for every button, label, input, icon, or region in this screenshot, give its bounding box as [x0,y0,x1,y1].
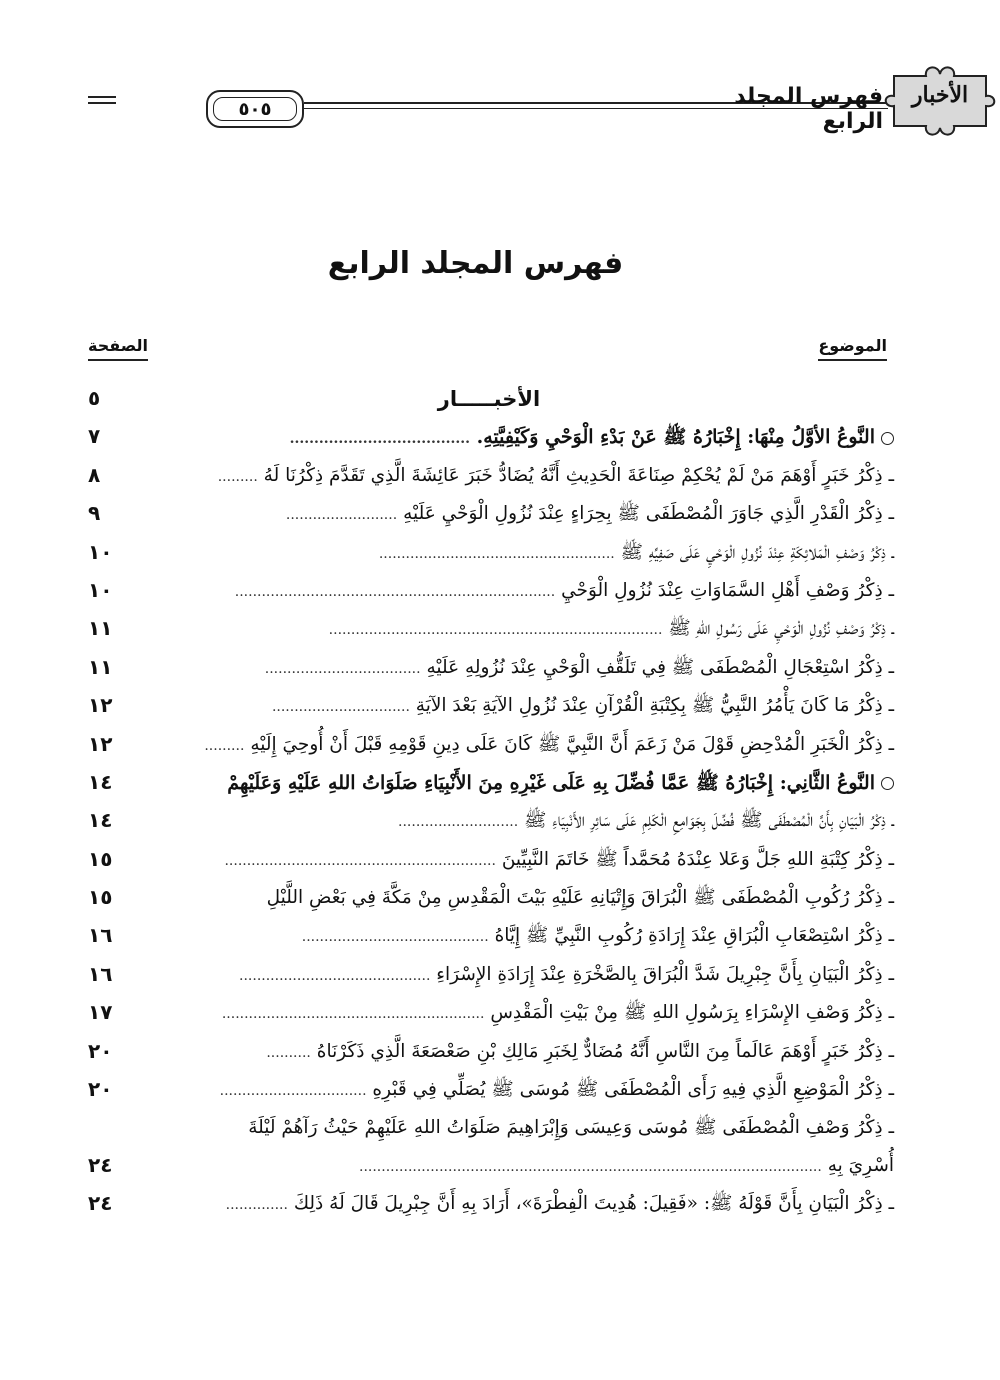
toc-entry [84,994,894,1032]
toc-entry-text-continued: أُسْرِيَ بِهِ ........................................................................................................ [359,1155,894,1177]
toc-entry-text: ـ ذِكْرُ الْبَيَانِ بِأَنَّ قَوْلَهُ ﷺ: «فَقِيلَ: هُدِيتَ الْفِطْرَةَ»، أَرَادَ بِهِ أَنَّ جِبْرِيلَ قَالَ لَهُ ذَلِكَ .............. [225,1193,894,1215]
toc-entry-text: ـ ذِكْرُ اسْتِصْعَابِ الْبُرَاقِ عِنْدَ إِرَادَةِ رُكُوبِ النَّبِيِّ ﷺ إِيَّاهُ .......................................... [301,925,894,947]
toc-entry-text: ـ ذِكْرُ وَصْفِ أَهْلِ السَّمَاوَاتِ عِنْدَ نُزُولِ الْوَحْيِ ........................................................................ [234,579,894,601]
toc-entry-text: ـ ذِكْرُ اسْتِعْجَالِ الْمُصْطَفَى ﷺ فِي تَلَقُّفِ الْوَحْيِ عِنْدَ نُزُولِهِ عَلَيْهِ ................................... [264,656,894,678]
toc-entry-text: ـ ذِكْرُ الْمَوْضِعِ الَّذِي فِيهِ رَأَى الْمُصْطَفَى ﷺ مُوسَى ﷺ يُصَلِّي فِي قَبْرِهِ ................................. [219,1079,894,1101]
toc-entry [84,956,894,994]
toc-page-number: ١٤ [88,769,113,794]
toc-entry-text: ـ ذِكْرُ الْخَبَرِ الْمُدْحِضِ قَوْلَ مَنْ زَعَمَ أَنَّ النَّبِيَّ ﷺ كَانَ عَلَى دِينِ قَوْمِهِ قَبْلَ أَنْ أُوحِيَ إِلَيْهِ ......... [204,733,894,755]
toc-entry [84,1071,894,1109]
toc-page-number: ١٢ [88,731,113,756]
toc-entry-text: ـ ذِكْرُ خَبَرٍ أَوْهَمَ مَنْ لَمْ يُحْكِمْ صِنَاعَةَ الْحَدِيثِ أَنَّهُ يُضَادُّ خَبَرَ عَائِشَةَ الَّذِي تَقَدَّمَ ذِكْرُنَا لَهُ ......... [217,464,894,486]
running-title: فهرس المجلد الرابع [734,84,883,134]
toc-heading-text: الأخبـــــار [437,387,541,411]
toc-page-number: ١٦ [88,961,113,986]
toc-section [84,418,894,456]
circle-bullet-icon [881,777,894,790]
toc-page-number: ٩ [88,501,101,526]
toc-entry [84,726,894,764]
toc-entry [84,802,894,840]
column-header-page: الصفحة [88,336,148,361]
toc-entry [84,649,894,687]
running-header [88,62,969,142]
toc-entry [84,841,894,879]
toc-page-number: ٨ [88,462,101,487]
toc-entry [84,1109,894,1185]
toc-page-number: ٧ [88,424,101,449]
toc-entry [84,1033,894,1071]
header-rule [88,102,116,104]
toc-page-number: ١٢ [88,693,113,718]
toc-page-number: ٢٤ [88,1153,113,1178]
toc-entry-text: ـ ذِكْرُ وَصْفِ الإِسْرَاءِ بِرَسُولِ اللهِ ﷺ مِنْ بَيْتِ الْمَقْدِسِ ........................................................... [221,1002,894,1024]
toc-entry [84,457,894,495]
circle-bullet-icon [881,432,894,445]
toc-entry-text: النَّوعُ الثَّانِي: إِخْبَارُهُ ﷺ عَمَّا فُضِّلَ بِهِ عَلَى غَيْرِهِ مِنَ الأَنْبِيَاءِ صَلَوَاتُ اللهِ عَلَيْهِ وَعَلَيْهِمْ [174,768,894,798]
toc-entry [84,879,894,917]
table-of-contents [84,380,894,1224]
toc-entry [84,610,894,648]
toc-entry [84,572,894,610]
toc-entry-text: ـ ذِكْرُ وَصْفِ الْمُصْطَفَى ﷺ مُوسَى وَعِيسَى وَإِبْرَاهِيمَ صَلَوَاتُ اللهِ عَلَيْهِمْ حَيْثُ رَآهُمْ لَيْلَةَ [248,1117,894,1139]
toc-entry-text: ـ ذِكْرُ كِتْبَةِ اللهِ جَلَّ وَعَلا عِنْدَهُ مُحَمَّداً ﷺ خَاتَمَ النَّبِيِّينَ ............................................................. [224,848,894,870]
toc-entry-text: ـ ذِكْرُ وَصْفِ نُزُولِ الْوَحْيِ عَلَى رَسُولِ اللهِ ﷺ ........................................................................... [328,618,894,640]
toc-heading [84,380,894,418]
page-title: فهرس المجلد الرابع [327,246,624,281]
toc-entry-text: النَّوعُ الأوَّلُ مِنْهَا: إِخْبَارُهُ ﷺ عَنْ بَدْءِ الْوَحْيِ وَكَيْفِيَّتِهِ. ..................................... [174,422,894,454]
toc-page-number: ١٥ [88,846,113,871]
column-header-topic: الموضوع [818,336,887,361]
toc-entry [84,495,894,533]
section-badge [880,62,1000,138]
header-rule [88,96,116,98]
toc-page-number: ٢٠ [88,1038,113,1063]
section-badge-label: الأخبار [911,82,969,108]
toc-page-number: ٢٤ [88,1191,113,1216]
toc-page-number: ١١ [88,616,113,641]
toc-entry-text: ـ ذِكْرُ الْبَيَانِ بِأَنَّ جِبْرِيلَ شَدَّ الْبُرَاقَ بِالصَّخْرَةِ عِنْدَ إِرَادَةِ الإِسْرَاءِ ........................................... [239,963,894,985]
toc-entry [84,917,894,955]
toc-entry-text: ـ ذِكْرُ خَبَرٍ أَوْهَمَ عَالَماً مِنَ النَّاسِ أَنَّهُ مُضَادٌّ لِخَبَرِ مَالِكِ بْنِ صَعْصَعَةَ الَّذِي ذَكَرْنَاهُ .......... [266,1040,894,1062]
toc-section [84,764,894,802]
page-number-badge [206,90,304,128]
toc-page-number: ١١ [88,654,113,679]
toc-entry-text: ـ ذِكْرُ رُكُوبِ الْمُصْطَفَى ﷺ الْبُرَاقَ وَإِتْيَانِهِ عَلَيْهِ بَيْتَ الْمَقْدِسِ مِنْ مَكَّةَ فِي بَعْضِ اللَّيْلِ [266,887,894,909]
toc-page-number: ١٥ [88,885,113,910]
toc-entry [84,687,894,725]
toc-entry-text: ـ ذِكْرُ مَا كَانَ يَأْمُرُ النَّبِيُّ ﷺ بِكِتْبَةِ الْقُرْآنِ عِنْدَ نُزُولِ الآيَةِ بَعْدَ الآيَةِ ............................... [271,695,894,717]
toc-page-number: ٥ [88,386,101,410]
toc-page-number: ١٦ [88,923,113,948]
toc-entry-text: ـ ذِكْرُ الْبَيَانِ بِأَنَّ الْمُصْطَفَى ﷺ فُضِّلَ بِجَوَامِعِ الْكَلِمِ عَلَى سَائِرِ الأَنْبِيَاءِ ﷺ ........................... [398,810,894,832]
toc-page-number: ١٧ [88,1000,113,1025]
toc-page-number: ١٤ [88,808,113,833]
toc-page-number: ١٠ [88,539,113,564]
toc-page-number: ١٠ [88,577,113,602]
toc-entry [84,534,894,572]
toc-entry-text: ـ ذِكْرُ وَصْفِ الْمَلائِكَةِ عِنْدَ نُزُولِ الْوَحْيِ عَلَى صَفِيِّهِ ﷺ ..................................................... [378,541,894,563]
page-number: ٥٠٥ [238,98,272,120]
toc-entry-text: ـ ذِكْرُ الْقَدْرِ الَّذِي جَاوَرَ الْمُصْطَفَى ﷺ بِحِرَاءٍ عِنْدَ نُزُولِ الْوَحْيِ عَلَيْهِ ......................... [285,503,894,525]
toc-entry [84,1185,894,1223]
toc-page-number: ٢٠ [88,1077,113,1102]
